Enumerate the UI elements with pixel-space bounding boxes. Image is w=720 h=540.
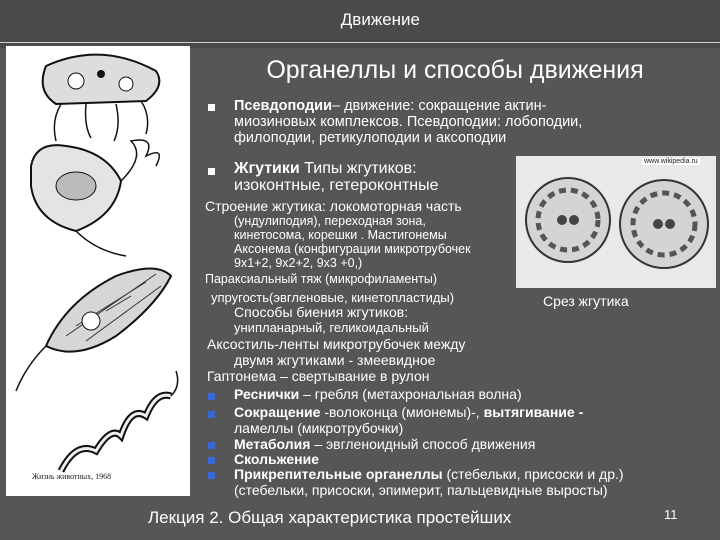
contraction-line-1 [234, 404, 583, 420]
axostyle-line-2: двумя жгутиками - змеевидное [234, 352, 436, 368]
header-bar [0, 10, 720, 30]
attachment-line-1 [234, 466, 624, 482]
header-divider [0, 42, 720, 43]
axoneme-cross-sections [516, 156, 716, 288]
metabolia-label: Метаболия [234, 436, 311, 452]
photo-caption: Срез жгутика [543, 293, 629, 309]
axostyle-line-1: Аксостиль-ленты микротрубочек между [207, 336, 466, 352]
contraction-label: Сокращение [234, 404, 321, 420]
protist-illustrations [6, 46, 190, 496]
attachment-line-2: (стебельки, присоски, эпимерит, пальцевидные выросты) [234, 482, 608, 498]
paraxial-line-2: упругость(эвгленовые, кинетопластиды) [211, 290, 455, 305]
structure-line-1: Строение жгутика: локомоторная часть [205, 198, 462, 214]
pseudopodia-label: Псевдоподии [234, 98, 332, 114]
image-credit: Жизнь животных, 1968 [32, 472, 112, 481]
flagella-line-2: изоконтные, гетероконтные [234, 177, 439, 194]
slide-title: Органеллы и способы движения [266, 56, 644, 84]
cilia-label: Реснички [234, 386, 300, 402]
attachment-label: Прикрепительные органеллы [234, 466, 443, 482]
flagella-line-1 [234, 160, 417, 178]
haptonema-line: Гаптонема – свертывание в рулон [207, 368, 430, 384]
metabolia-text: – эвгленоидный способ движения [310, 436, 536, 452]
beat-line-1: Способы биения жгутиков: [234, 304, 409, 320]
cilia-line [234, 386, 522, 402]
pseudopodia-line-1 [234, 98, 546, 114]
flagellate-organism-drawing [31, 140, 159, 256]
pseudopodia-line-2: миозиновых комплексов. Псевдоподии: лобоподии, [234, 114, 583, 130]
contraction-text: -волоконца (мионемы)-, [320, 404, 484, 420]
structure-line-2: (ундулиподия), переходная зона, [234, 214, 426, 228]
bullet-square-blue [208, 472, 215, 479]
flagella-text: Типы жгутиков: [299, 160, 417, 177]
attachment-text: (стебельки, присоски и др.) [442, 466, 624, 482]
structure-line-4: Аксонема (конфигурации микротрубочек [234, 242, 471, 256]
bullet-square-blue [208, 442, 215, 449]
contraction-line-2: ламеллы (микротрубочки) [234, 420, 404, 436]
pseudopodia-line-3: филоподии, ретикулоподии и аксоподии [234, 130, 507, 146]
gliding-label: Скольжение [234, 451, 320, 467]
flagellum-cross-section-photo [516, 156, 716, 288]
cilia-text: – гребля (метахрональная волна) [299, 386, 522, 402]
gliding-line [234, 451, 319, 467]
bullet-square [208, 168, 215, 175]
spiral-organism-drawing [61, 371, 178, 471]
page-number: 11 [664, 507, 678, 522]
axoneme-section-right [620, 180, 708, 268]
metabolia-line [234, 436, 535, 452]
flagella-label: Жгутики [234, 160, 300, 177]
bullet-square [208, 104, 215, 111]
paraxial-line-1: Параксиальный тяж (микрофиламенты) [205, 272, 438, 286]
bullet-square-blue [208, 411, 215, 418]
elongation-label: вытягивание - [483, 404, 584, 420]
euglenoid-organism-drawing [16, 269, 171, 392]
lecture-footer: Лекция 2. Общая характеристика простейших [148, 508, 512, 527]
beat-line-2: унипланарный, геликоидальный [234, 320, 429, 335]
header-title: Движение [340, 10, 420, 29]
bullet-square-blue [208, 457, 215, 464]
pseudopodia-text: – движение: сокращение актин- [331, 98, 547, 114]
axoneme-section-left [526, 178, 610, 262]
photo-watermark: www.wikipedia.ru [644, 158, 698, 165]
structure-line-5: 9х1+2, 9х2+2, 9х3 +0,) [234, 256, 363, 270]
structure-line-3: кинетосома, корешки . Мастигонемы [234, 228, 447, 242]
bullet-square-blue [208, 393, 215, 400]
amoeboid-organism-drawing [43, 55, 160, 141]
protist-drawings [6, 46, 190, 496]
